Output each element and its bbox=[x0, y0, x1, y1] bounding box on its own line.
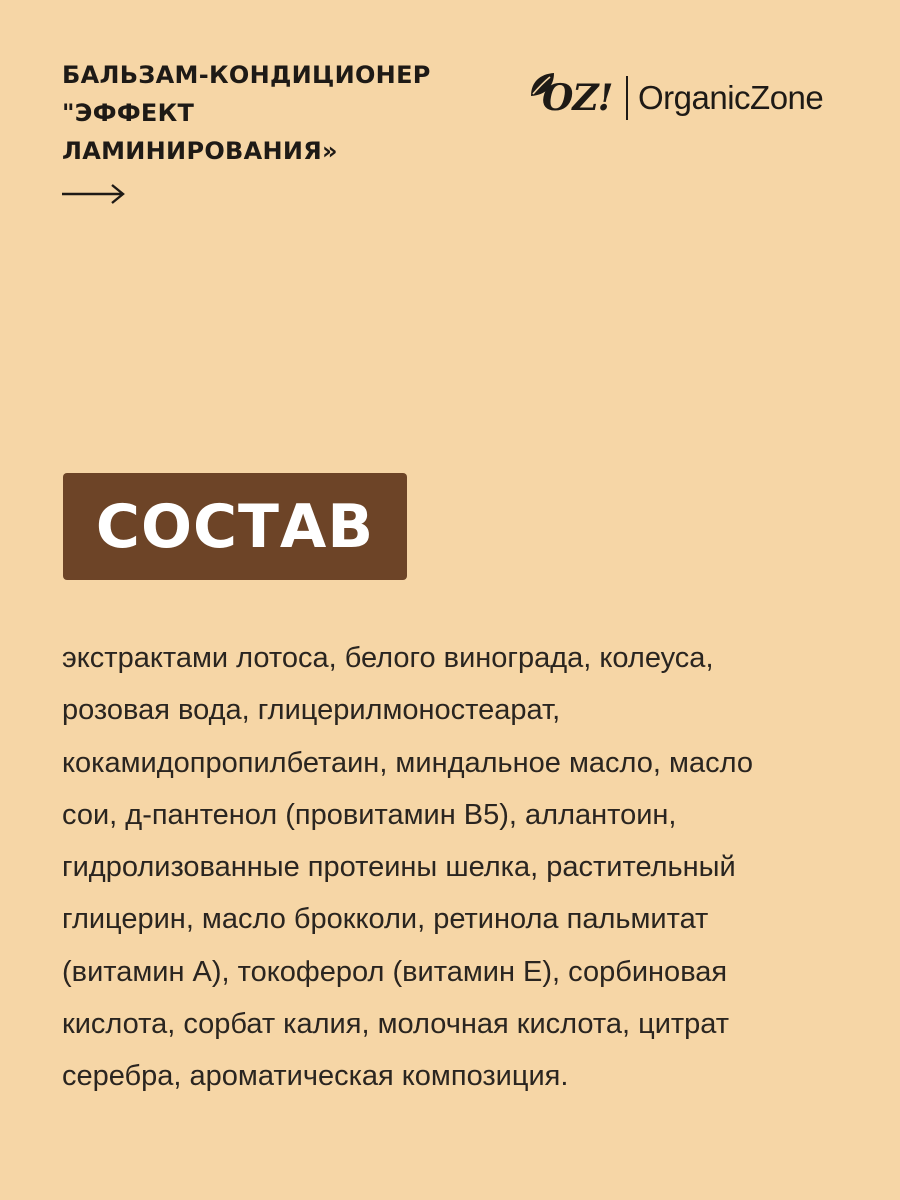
brand-logo bbox=[528, 70, 823, 126]
product-title-line-2: "ЭФФЕКТ bbox=[62, 99, 195, 127]
ingredients-line: глицерин, масло брокколи, ретинола пальмитат bbox=[62, 903, 709, 936]
section-badge bbox=[63, 473, 407, 580]
ingredients-line: серебра, ароматическая композиция. bbox=[62, 1060, 569, 1093]
product-title bbox=[62, 56, 502, 170]
arrow-right-icon bbox=[62, 183, 126, 205]
ingredients-line: сои, д-пантенол (провитамин B5), аллантоин, bbox=[62, 798, 677, 831]
product-title-line-3: ЛАМИНИРОВАНИЯ» bbox=[62, 137, 338, 165]
brand-mark bbox=[528, 70, 624, 126]
product-title-line-1: БАЛЬЗАМ-КОНДИЦИОНЕР bbox=[62, 61, 431, 89]
ingredients-line: кислота, сорбат калия, молочная кислота, цитрат bbox=[62, 1008, 730, 1041]
ingredients-line: розовая вода, глицерилмоностеарат, bbox=[62, 694, 561, 727]
brand-mark-text: OZ! bbox=[542, 77, 613, 119]
ingredients-line: кокамидопропилбетаин, миндальное масло, масло bbox=[62, 746, 753, 779]
ingredients-line: экстрактами лотоса, белого винограда, колеуса, bbox=[62, 642, 714, 674]
brand-divider bbox=[626, 76, 628, 120]
ingredients-line: (витамин А), токоферол (витамин Е), сорбиновая bbox=[62, 955, 728, 988]
ingredients-text bbox=[62, 632, 852, 1103]
brand-name: OrganicZone bbox=[638, 79, 824, 116]
ingredients-line: гидролизованные протеины шелка, растительный bbox=[62, 851, 736, 884]
section-title: СОСТАВ bbox=[95, 491, 375, 562]
